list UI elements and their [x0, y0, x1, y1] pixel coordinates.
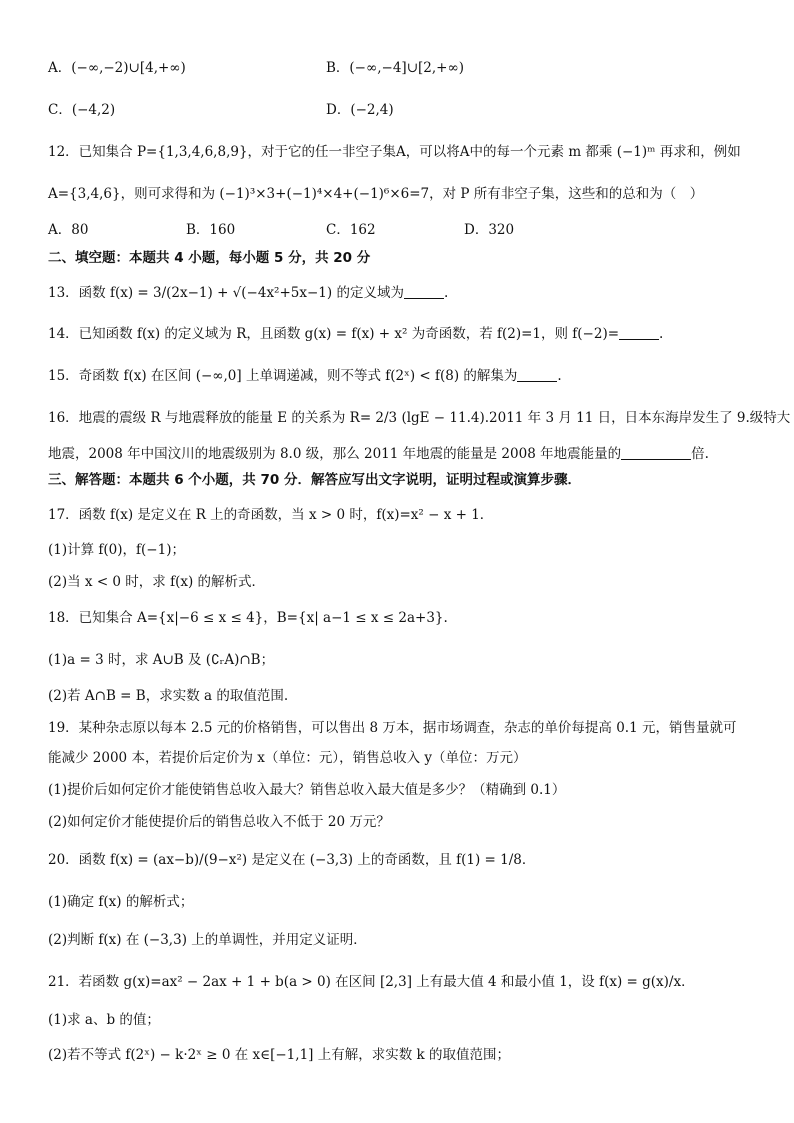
q15-stem [48, 366, 562, 386]
q16-answer-blank [621, 445, 691, 460]
q19-part2: (2)如何定价才能使提价后的销售总收入不低于 20 万元？ [48, 814, 390, 830]
q20-part2: (2)判断 f(x) 在 (−3,3) 上的单调性，并用定义证明． [48, 932, 367, 948]
q21-part2: (2)若不等式 f(2ˣ) − k·2ˣ ≥ 0 在 x∈[−1,1] 上有解，求实数 k 的取值范围； [48, 1047, 510, 1063]
q20-stem: 20．函数 f(x) = (ax−b)/(9−x²) 是定义在 (−3,3) 上的奇函数，且 f(1) = 1/8． [48, 852, 536, 868]
q12-option-a: A．80 [48, 222, 89, 238]
q16-text: 地震，2008 年中国汶川的地震级别为 8.0 级，那么 2011 年地震的能量是 2008 年地震能量的 [48, 446, 622, 462]
q18-part1: (1)a = 3 时，求 A∪B 及 (∁ᵣA)∩B； [48, 652, 275, 668]
q16-stem-line2 [48, 444, 709, 464]
q14-stem [48, 324, 663, 344]
q18-stem: 18．已知集合 A={x|−6 ≤ x ≤ 4}，B={x| a−1 ≤ x ≤ 2a+3}. [48, 610, 448, 626]
section-solution-heading: 三、解答题：本题共 6 个小题，共 70 分．解答应写出文字说明，证明过程或演算步骤． [48, 472, 581, 488]
q15-answer-blank [517, 367, 557, 382]
q19-part1: (1)提价后如何定价才能使销售总收入最大？销售总收入最大值是多少？（精确到 0.1） [48, 782, 566, 798]
q18-part2: (2)若 A∩B = B，求实数 a 的取值范围. [48, 688, 289, 704]
q14-text: 14．已知函数 f(x) 的定义域为 R，且函数 g(x) = f(x) + x² 为奇函数，若 f(2)=1，则 f(−2)= [48, 326, 620, 342]
q17-stem: 17．函数 f(x) 是定义在 R 上的奇函数，当 x > 0 时，f(x)=x² − x + 1． [48, 507, 494, 523]
q12-option-c: C．162 [326, 222, 376, 238]
q20-part1: (1)确定 f(x) 的解析式； [48, 894, 194, 910]
q19-stem-line1: 19．某种杂志原以每本 2.5 元的价格销售，可以售出 8 万本，据市场调查，杂志的单价每提高 0.1 元，销售量就可 [48, 720, 737, 736]
q15-text: 15．奇函数 f(x) 在区间 (−∞,0] 上单调递减，则不等式 f(2ˣ) < f(8) 的解集为 [48, 368, 518, 384]
q19-stem-line2: 能减少 2000 本，若提价后定价为 x（单位：元），销售总收入 y（单位：万元） [48, 750, 527, 766]
q12-stem-line2: A={3,4,6}，则可求得和为 (−1)³×3+(−1)⁴×4+(−1)⁶×6=7，对 P 所有非空子集，这些和的总和为（ ） [48, 186, 704, 202]
q13-stem [48, 283, 448, 303]
section-fill-in-heading: 二、填空题：本题共 4 小题，每小题 5 分，共 20 分 [48, 250, 371, 266]
q12-stem-line1: 12．已知集合 P={1,3,4,6,8,9}，对于它的任一非空子集A，可以将A中的每一个元素 m 都乘 (−1)ᵐ 再求和，例如 [48, 144, 741, 160]
q16-stem-line1: 16．地震的震级 R 与地震释放的能量 E 的关系为 R= 2/3 (lgE − 11.4).2011 年 3 月 11 日，日本东海岸发生了 9.级特大 [48, 410, 791, 426]
q11-option-c: C．(−4,2) [48, 102, 116, 118]
q12-option-d: D．320 [464, 222, 515, 238]
q17-part2: (2)当 x < 0 时，求 f(x) 的解析式． [48, 574, 266, 590]
q21-part1: (1)求 a、b 的值； [48, 1012, 160, 1028]
q16-suffix: 倍. [691, 446, 709, 462]
q11-option-b: B．(−∞,−4]∪[2,+∞) [326, 60, 464, 76]
q15-period: . [557, 368, 562, 384]
q11-option-d: D．(−2,4) [326, 102, 394, 118]
q13-text: 13．函数 f(x) = 3/(2x−1) + √(−4x²+5x−1) 的定义域为 [48, 285, 404, 301]
q14-answer-blank [619, 325, 659, 340]
q17-part1: (1)计算 f(0)，f(−1)； [48, 542, 185, 558]
q13-period: . [443, 285, 449, 301]
q13-answer-blank [404, 284, 444, 299]
q14-period: . [659, 326, 664, 342]
q21-stem: 21．若函数 g(x)=ax² − 2ax + 1 + b(a > 0) 在区间 [2,3] 上有最大值 4 和最小值 1，设 f(x) = g(x)/x． [48, 974, 695, 990]
q11-option-a: A．(−∞,−2)∪[4,+∞) [48, 60, 186, 76]
q12-option-b: B．160 [186, 222, 236, 238]
